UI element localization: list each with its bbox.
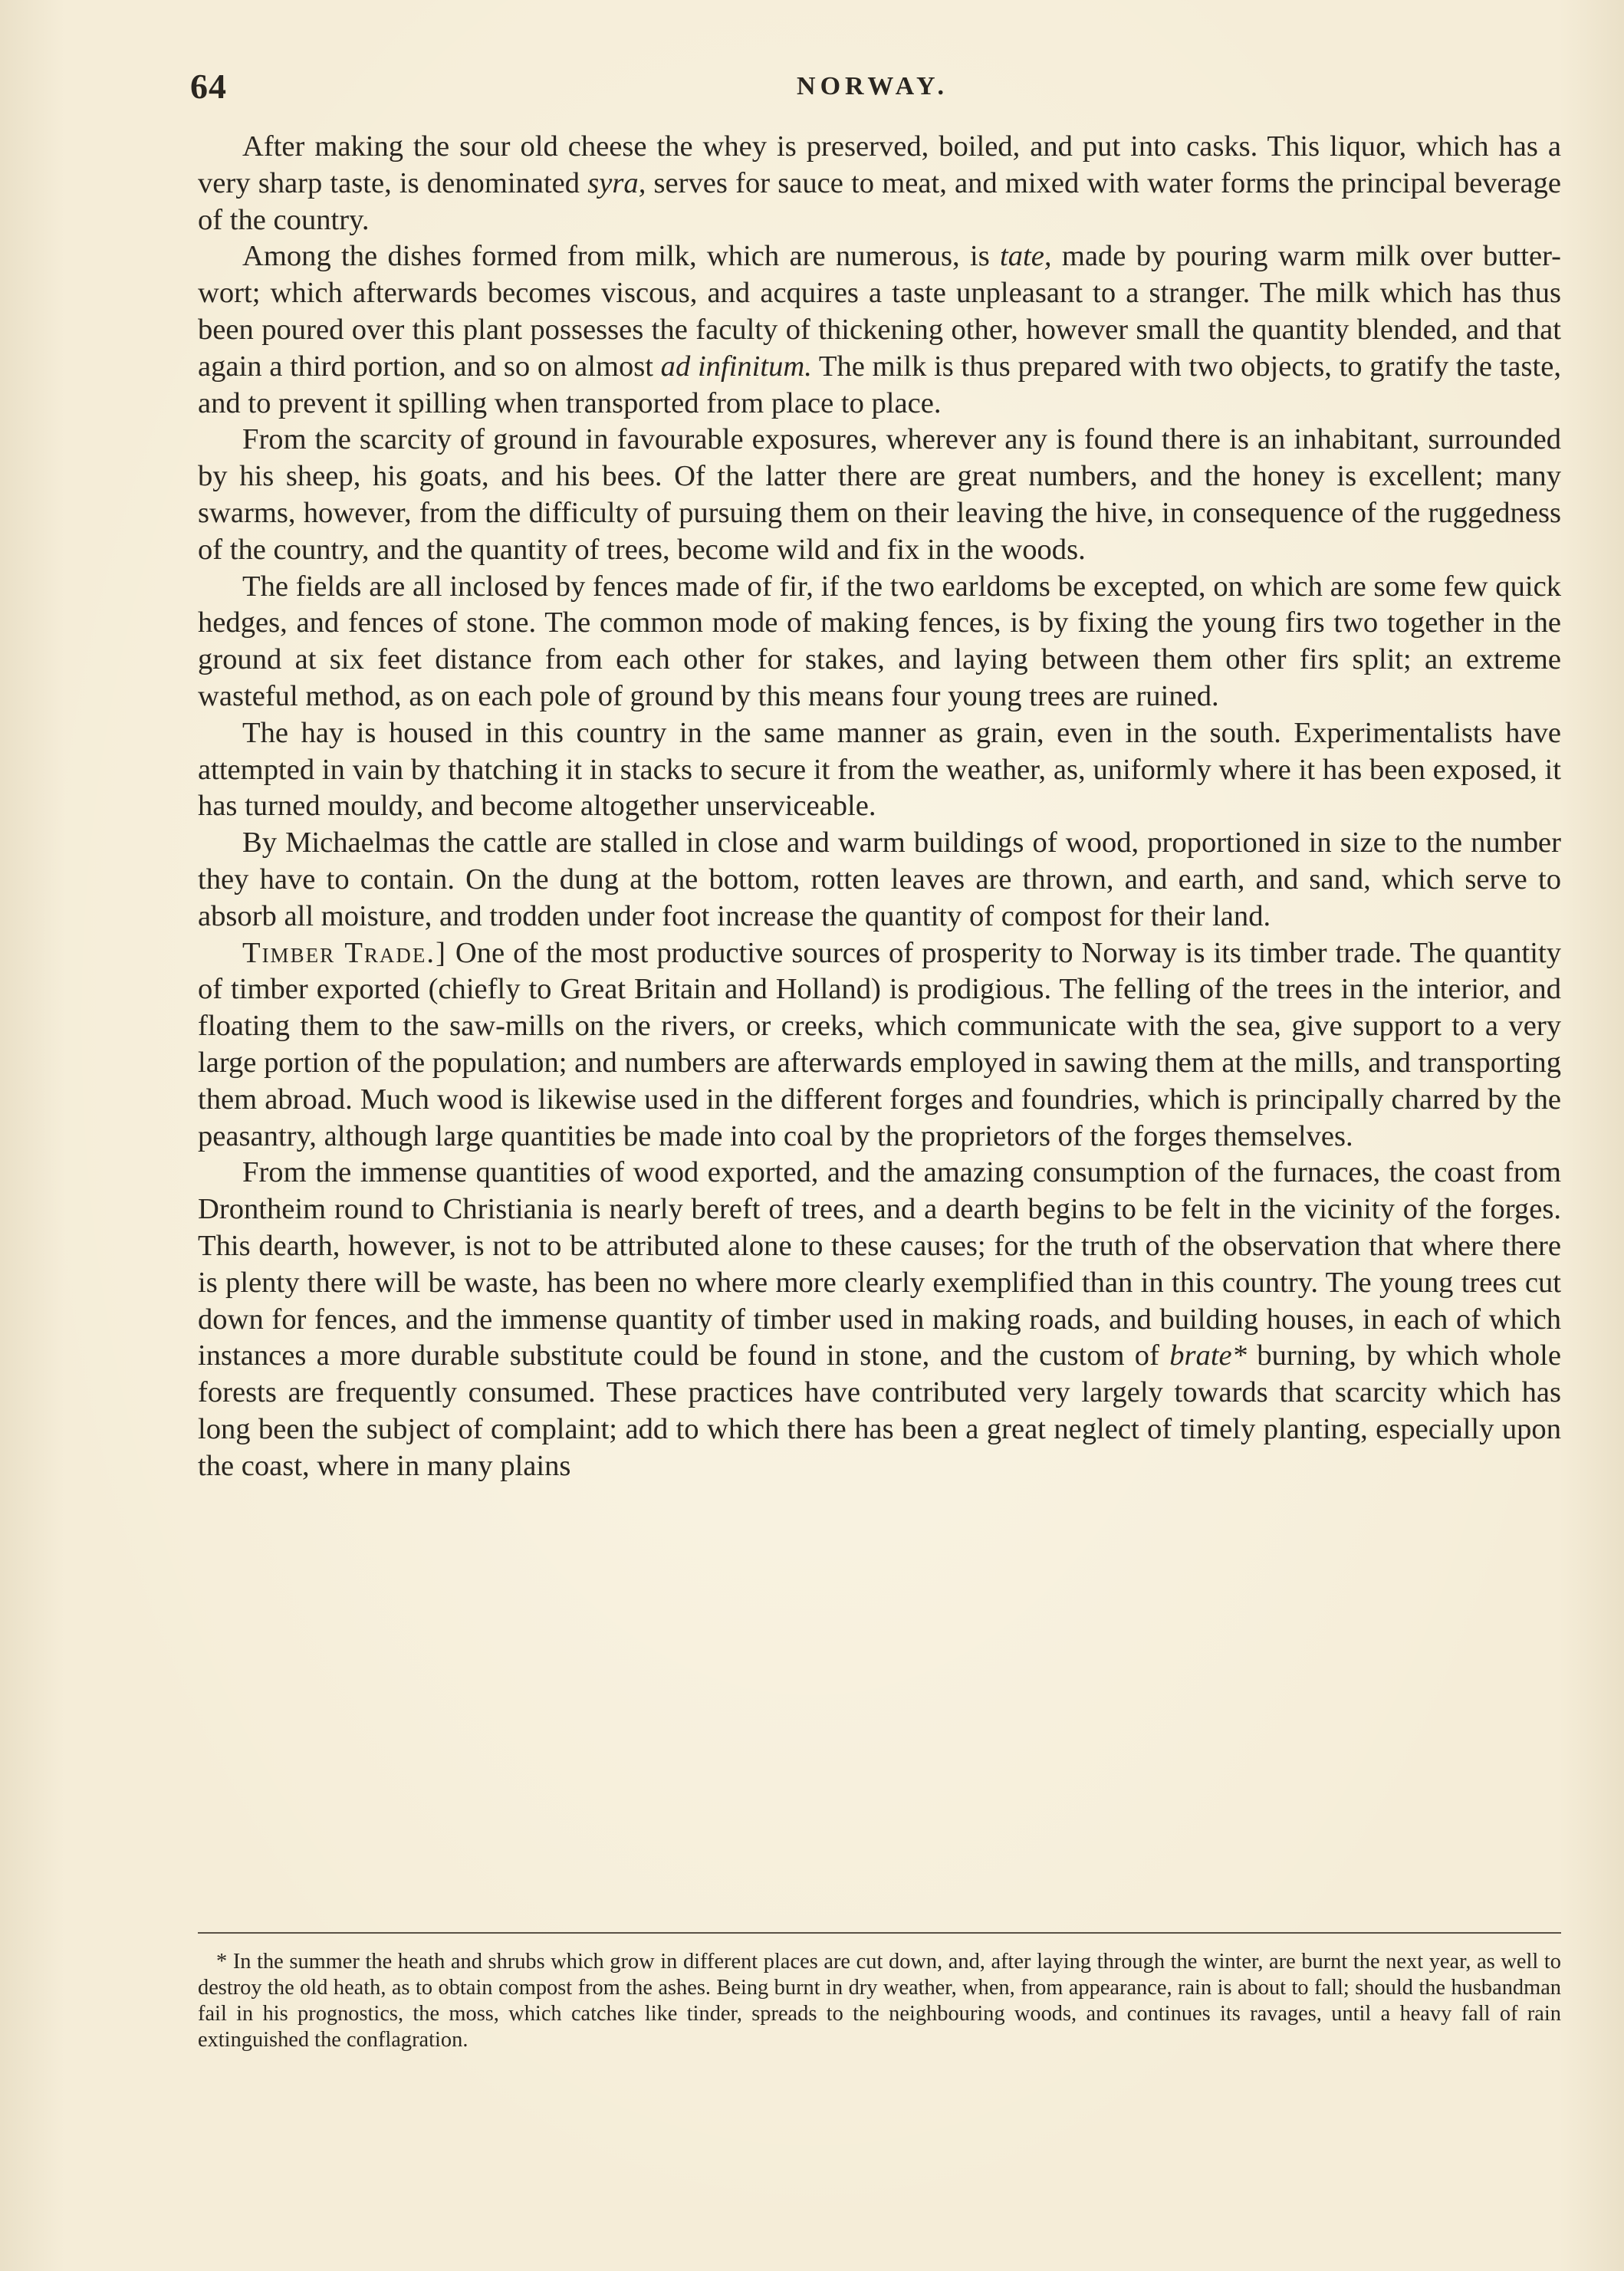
body-paragraph [198,238,1561,422]
section-heading: Timber Trade.] [242,936,447,969]
footnote-text: * In the summer the heath and shrubs which grow in different places are cut down, and, after laying through the winter, are burnt the next year, as well to destroy the old heath, as to obtain compost from the ashes. Being burnt in dry weather, when, from appearance, rain is about to fall; should the husbandman fail in his prognostics, the moss, which catches like tinder, spreads to the neighbouring woods, and continues its ravages, until a heavy fall of rain extinguished the conflagration. [198,1950,1561,2052]
body-paragraph [198,935,1561,1155]
text-run: serves for sauce to meat, and mixed with water forms the principal beverage of the country. [198,166,1561,236]
text-run: burning, by which whole forests are frequently consumed. These practices have contributed very largely towards that scarcity which has long been the subject of complaint; add to which there has been a great neglect of timely planting, especially upon the coast, where in many plains [198,1339,1561,1482]
body-paragraph [198,1155,1561,1484]
text-run: By Michaelmas the cattle are stalled in close and warm buildings of wood, proportioned in size to the number they have to contain. On the dung at the bottom, rotten leaves are thrown, and earth, and sand, which serve to absorb all moisture, and trodden under foot increase the quantity of compost for their land. [198,827,1561,932]
text-run: One of the most productive sources of prosperity to Norway is its timber trade. The quantity of timber exported (chiefly to Great Britain and Holland) is prodigious. The felling of the trees in the interior, and floating them to the saw-mills on the rivers, or creeks, which communicate with the sea, give support to a very large portion of the population; and numbers are afterwards employed in sawing them at the mills, and transporting them abroad. Much wood is likewise used in the different forges and foundries, which is principally charred by the peasantry, although large quantities be made into coal by the proprietors of the forges themselves. [198,936,1561,1152]
text-run: The hay is housed in this country in the same manner as grain, even in the south. Experimentalists have attempted in vain by thatching it in stacks to secure it from the weather, as, uniformly where it has been exposed, it has turned mouldy, and become altogether unserviceable. [198,716,1561,823]
running-title: NORWAY. [797,72,948,100]
page-header [190,66,1555,112]
italic-term: tate, [1000,240,1052,273]
text-run: From the immense quantities of wood exported, and the amazing consumption of the furnaces, the coast from Drontheim round to Christiania is nearly bereft of trees, and a dearth begins to be felt in the vicinity of the forges. This dearth, however, is not to be attributed alone to these causes; for the truth of the observation that where there is plenty there will be waste, has been no where more clearly exemplified than in this country. The young trees cut down for fences, and the immense quantity of timber used in making roads, and building houses, in each of which instances a more durable substitute could be found in stone, and the custom of [198,1156,1561,1372]
footnote-rule [198,1932,1561,1934]
footnote [198,1949,1561,2053]
italic-term: brate* [1169,1339,1247,1372]
page-number: 64 [190,67,227,106]
text-run: The fields are all inclosed by fences made of fir, if the two earldoms be excepted, on which are some few quick hedges, and fences of stone. The common mode of making fences, is by fixing the young firs two together in the ground at six feet distance from each other for stakes, and laying between them other firs split; an extreme wasteful method, as on each pole of ground by this means four young trees are ruined. [198,570,1561,712]
body-paragraph [198,715,1561,825]
body-paragraph [198,129,1561,238]
italic-term: ad infinitum. [660,350,812,383]
body-paragraph [198,825,1561,935]
text-run: made by pouring warm milk over butter-wort; which afterwards becomes viscous, and acquires a taste unpleasant to a stranger. The milk which has thus been poured over this plant possesses the faculty of thickening other, however small the quantity blended, and that again a third portion, and so on almost [198,240,1561,383]
text-run: From the scarcity of ground in favourable exposures, wherever any is found there is an inhabitant, surrounded by his sheep, his goats, and his bees. Of the latter there are great numbers, and the honey is excellent; many swarms, however, from the difficulty of pursuing them on their leaving the hive, in consequence of the ruggedness of the country, and the quantity of trees, become wild and fix in the woods. [198,423,1561,566]
text-run: The milk is thus prepared with two objects, to gratify the taste, and to prevent it spilling when transported from place to place. [198,350,1561,419]
body-paragraph [198,569,1561,715]
body-paragraph [198,422,1561,568]
text-run: Among the dishes formed from milk, which are numerous, is [242,240,1001,273]
text-run: After making the sour old cheese the whey is preserved, boiled, and put into casks. This liquor, which has a very sharp taste, is denominated [198,130,1561,199]
body-text [198,129,1561,1484]
italic-term: syra, [587,166,646,199]
